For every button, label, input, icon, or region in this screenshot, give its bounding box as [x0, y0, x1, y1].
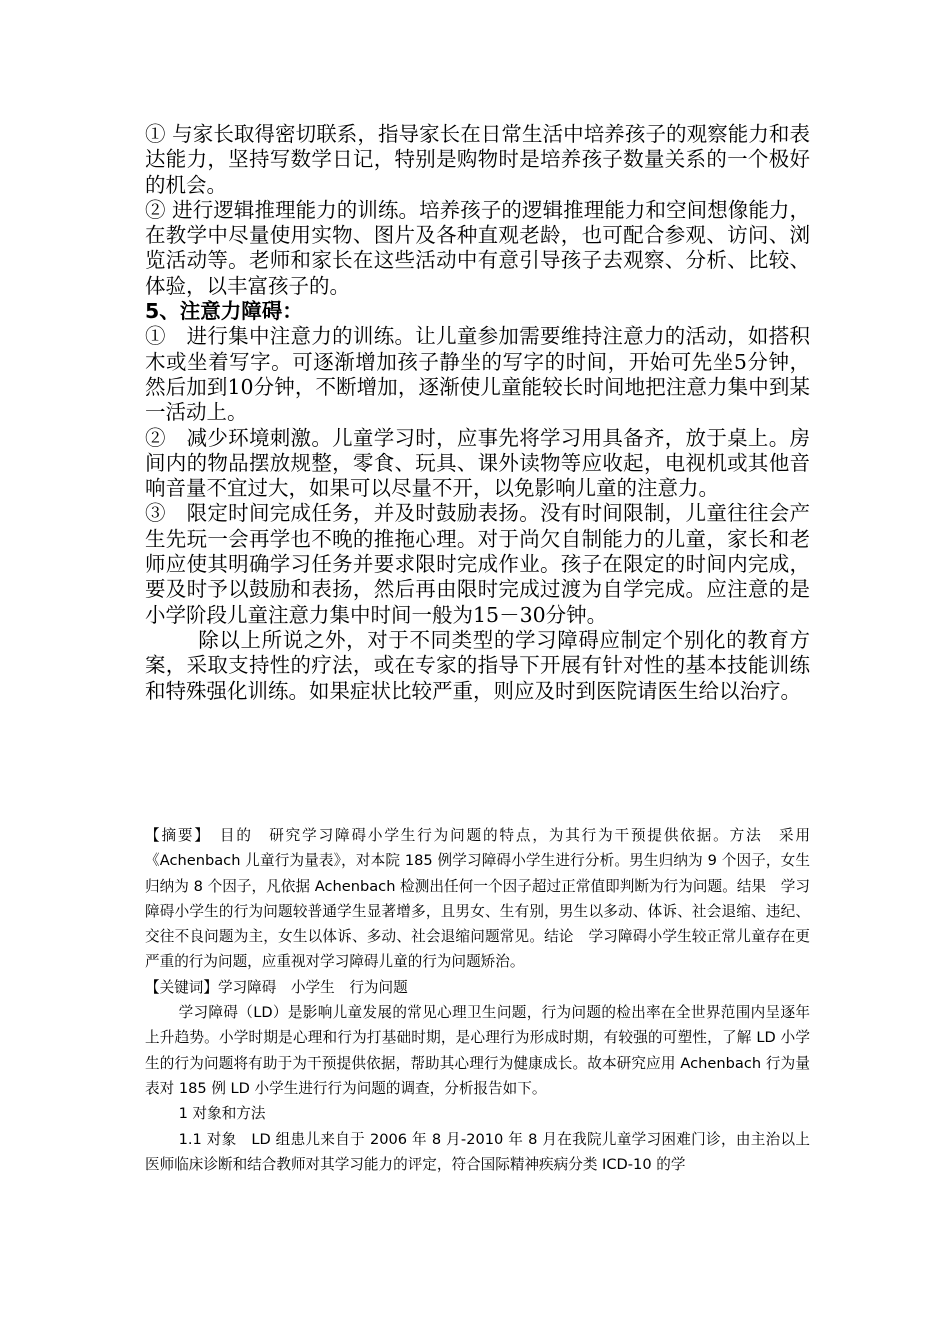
keywords-line: 【关键词】学习障碍 小学生 行为问题: [145, 978, 408, 996]
introduction-paragraph: 学习障碍（LD）是影响儿童发展的常见心理卫生问题，行为问题的检出率在全世界范围内呈逐年上升趋势。小学时期是心理和行为打基础时期，是心理行为形成时期，有较强的可塑性，了解 LD 小学生的行为问题将有助于为干预提供依据，帮助其心理行为健康成长。故本研究应用 Achenbach 行为量表对 185 例 LD 小学生进行行为问题的调查，分析报告如下。: [145, 1004, 810, 1097]
intervention-section: [145, 122, 810, 704]
paragraph-observation-training: ① 与家长取得密切联系，指导家长在日常生活中培养孩子的观察能力和表达能力，坚持写数学日记，特别是购物时是培养孩子数量关系的一个极好的机会。: [145, 122, 810, 197]
paragraph-conclusion: 除以上所说之外，对于不同类型的学习障碍应制定个别化的教育方案，采取支持性的疗法，或在专家的指导下开展有针对性的基本技能训练和特殊强化训练。如果症状比较严重，则应及时到医院请医生给以治疗。: [145, 627, 810, 703]
paragraph-reduce-stimulus: ② 减少环境刺激。儿童学习时，应事先将学习用具备齐，放于桌上。房间内的物品摆放规整，零食、玩具、课外读物等应收起，电视机或其他音响音量不宜过大，如果可以尽量不开，以免影响儿童的注意力。: [145, 425, 810, 501]
section-title: 1 对象和方法: [178, 1105, 266, 1123]
paragraph-logic-training: ② 进行逻辑推理能力的训练。培养孩子的逻辑推理能力和空间想像能力，在教学中尽量使用实物、图片及各种直观老龄，也可配合参观、访问、浏览活动等。老师和家长在这些活动中有意引导孩子去观察、分析、比较、体验，以丰富孩子的。: [145, 197, 810, 298]
subsection-paragraph: 1.1 对象 LD 组患儿来自于 2006 年 8 月-2010 年 8 月在我院儿童学习困难门诊，由主治以上医师临床诊断和结合教师对其学习能力的评定，符合国际精神疾病分类 ICD-10 的学: [145, 1130, 810, 1173]
heading-attention-disorder: 5、注意力障碍：: [145, 299, 303, 324]
abstract-paragraph: 【摘要】 目的 研究学习障碍小学生行为问题的特点，为其行为干预提供依据。方法 采用《Achenbach 儿童行为量表》，对本院 185 例学习障碍小学生进行分析。男生归纳为 9 个因子，女生归纳为 8 个因子，凡依据 Achenbach 检测出任何一个因子超过正常值即判断为行为问题。结果 学习障碍小学生的行为问题较普通学生显著增多，且男女、生有别，男生以多动、体诉、社会退缩、违纪、交往不良问题为主，女生以体诉、多动、社会退缩问题常见。结论 学习障碍小学生较正常儿童存在更严重的行为问题，应重视对学习障碍儿童的行为问题矫治。: [145, 827, 810, 971]
paragraph-time-limit: ③ 限定时间完成任务，并及时鼓励表扬。没有时间限制，儿童往往会产生先玩一会再学也不晚的推拖心理。对于尚欠自制能力的儿童，家长和老师应使其明确学习任务并要求限时完成作业。孩子在限定的时间内完成，要及时予以鼓励和表扬，然后再由限时完成过渡为自学完成。应注意的是小学阶段儿童注意力集中时间一般为15－30分钟。: [145, 501, 810, 627]
paragraph-attention-training: ① 进行集中注意力的训练。让儿童参加需要维持注意力的活动，如搭积木或坐着写字。可逐渐增加孩子静坐的写字的时间，开始可先坐5分钟，然后加到10分钟，不断增加，逐渐使儿童能较长时间地把注意力集中到某一活动上。: [145, 324, 810, 425]
research-abstract-section: [145, 823, 810, 1177]
